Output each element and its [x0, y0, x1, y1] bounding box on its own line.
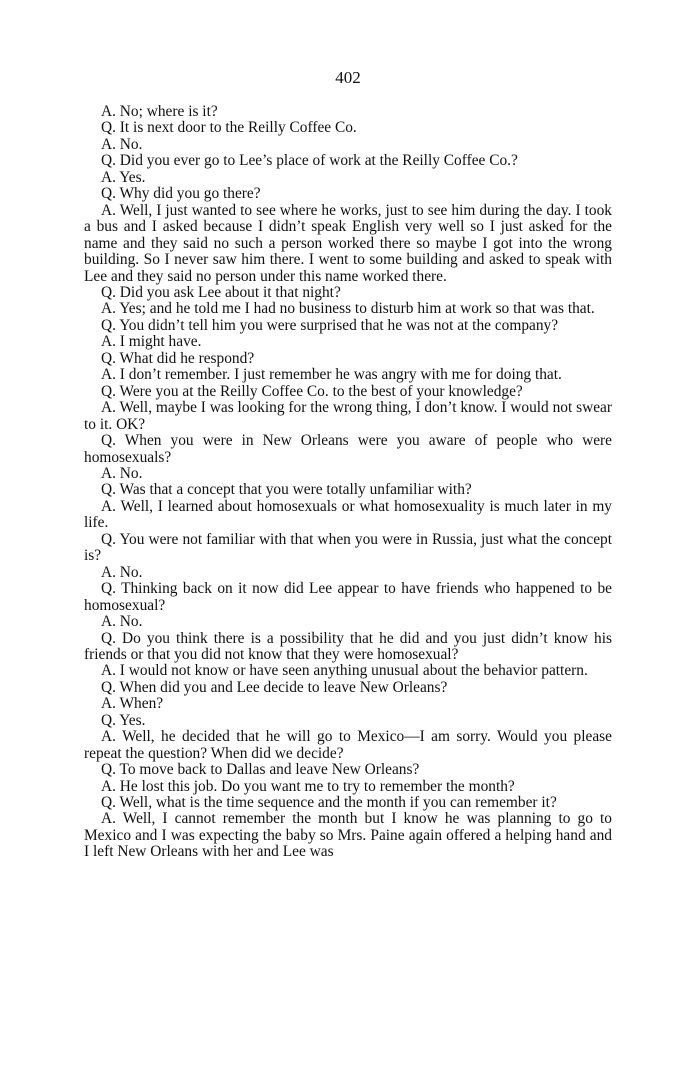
transcript-paragraph: Q. When did you and Lee decide to leave New Orleans?: [101, 678, 448, 696]
transcript-paragraph: Q. Do you think there is a possibility that he did and you just didn’t know his friends or that you did not know that they were homosexual?: [84, 629, 612, 663]
transcript-paragraph: Q. When you were in New Orleans were you aware of people who were homosexuals?: [84, 432, 612, 466]
transcript-paragraph: Q. Why did you go there?: [101, 185, 261, 203]
transcript-paragraph: A. Well, I just wanted to see where he works, just to see him during the day. I took a bus and I asked because I didn’t speak English very well so I just asked for the name and they said no such a person worked there so maybe I got into the wrong building. So I never saw him there. I went to some building and asked to speak with Lee and they said no person under this name worked there.: [84, 201, 612, 285]
transcript-paragraph: A. Well, maybe I was looking for the wrong thing, I don’t know. I would not swear to it. OK?: [84, 399, 612, 433]
transcript-paragraph: Q. Were you at the Reilly Coffee Co. to the best of your knowledge?: [101, 382, 523, 400]
transcript-paragraph: A. No.: [101, 135, 143, 153]
transcript-paragraph: A. Yes.: [101, 168, 146, 186]
transcript-paragraph: Q. You didn’t tell him you were surprised that he was not at the company?: [101, 316, 559, 334]
transcript-paragraph: Q. To move back to Dallas and leave New Orleans?: [101, 761, 420, 779]
transcript-paragraph: A. No.: [101, 464, 143, 482]
transcript-paragraph: Q. Did you ask Lee about it that night?: [101, 283, 341, 301]
transcript-paragraph: A. Well, I learned about homosexuals or what homosexuality is much later in my life.: [84, 497, 612, 532]
transcript-paragraph: Q. Well, what is the time sequence and the month if you can remember it?: [101, 794, 557, 812]
transcript-body: [84, 104, 612, 861]
transcript-paragraph: Q. Thinking back on it now did Lee appear to have friends who happened to be homosexual?: [84, 580, 612, 614]
transcript-paragraph: Q. It is next door to the Reilly Coffee Co.: [101, 119, 357, 137]
page-number: 402: [335, 68, 361, 87]
transcript-paragraph: A. I would not know or have seen anything unusual about the behavior pattern.: [101, 662, 588, 680]
transcript-paragraph: Q. Did you ever go to Lee’s place of work at the Reilly Coffee Co.?: [101, 152, 518, 170]
transcript-paragraph: A. No; where is it?: [101, 103, 218, 120]
transcript-page: [84, 68, 612, 861]
transcript-paragraph: A. No.: [101, 613, 143, 631]
transcript-paragraph: Q. Yes.: [101, 711, 146, 729]
transcript-paragraph: Q. Was that a concept that you were totally unfamiliar with?: [101, 481, 472, 499]
transcript-paragraph: Q. You were not familiar with that when you were in Russia, just what the concept is?: [84, 530, 612, 565]
transcript-paragraph: A. No.: [101, 563, 143, 581]
transcript-paragraph: A. Yes; and he told me I had no business to disturb him at work so that was that.: [101, 300, 595, 318]
transcript-paragraph: A. I might have.: [101, 333, 202, 351]
transcript-paragraph: A. Well, I cannot remember the month but I know he was planning to go to Mexico and I was expecting the baby so Mrs. Paine again offered a helping hand and I left New Orleans with her and Lee was: [84, 810, 612, 861]
transcript-paragraph: A. I don’t remember. I just remember he was angry with me for doing that.: [101, 366, 562, 384]
transcript-paragraph: A. When?: [101, 695, 164, 713]
transcript-paragraph: A. Well, he decided that he will go to Mexico—I am sorry. Would you please repeat the question? When did we decide?: [84, 728, 612, 762]
transcript-paragraph: A. He lost this job. Do you want me to try to remember the month?: [101, 777, 515, 795]
transcript-paragraph: Q. What did he respond?: [101, 349, 255, 367]
